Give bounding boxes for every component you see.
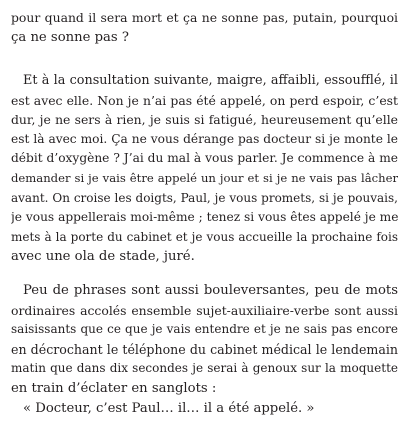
text-line: saisissants que ce que je vais entendre et je ne sais pas encore <box>11 322 398 337</box>
text-line: dur, je ne sers à rien, je suis si fatigué, heureusement qu’elle <box>11 112 398 128</box>
text-line: avant. On croise les doigts, Paul, je vous promets, si je pouvais, <box>11 190 398 205</box>
text-line: matin que dans dix secondes je serai à genoux sur la moquette <box>11 361 398 376</box>
text-line: je vous appellerais moi-même ; tenez si vous êtes appelé je me <box>11 210 398 225</box>
text-line: ça ne sonne pas ? <box>11 29 129 45</box>
paragraph-1 <box>11 8 398 47</box>
text-line: pour quand il sera mort et ça ne sonne pas, putain, pourquoi <box>11 10 398 25</box>
text-line: demander si je vais être appelé un jour et si je ne vais pas lâcher <box>11 170 398 185</box>
text-line: est là avec moi. Ça ne vous dérange pas docteur si je monte le <box>11 131 398 146</box>
text-line: débit d’oxygène ? J’ai du mal à vous parler. Je commence à me <box>11 151 398 166</box>
text-line: mets à la porte du cabinet et je vous accueille la prochaine fois <box>11 229 398 244</box>
paragraph-2 <box>11 71 398 267</box>
paragraph-3 <box>11 281 398 418</box>
text-line: « Docteur, c’est Paul… il… il a été appelé. » <box>23 400 315 416</box>
text-line: ordinaires accolés ensemble sujet-auxiliaire-verbe sont aussi <box>11 302 398 318</box>
text-line: est avec elle. Non je n’ai pas été appelé, on perd espoir, c’est <box>11 92 398 108</box>
text-line: en train d’éclater en sanglots : <box>11 380 217 396</box>
text-line: en décrochant le téléphone du cabinet médical le lendemain <box>11 341 398 357</box>
text-line: Peu de phrases sont aussi bouleversantes, peu de mots <box>23 283 398 298</box>
text-line: Et à la consultation suivante, maigre, affaibli, essoufflé, il <box>23 73 398 88</box>
document-page <box>11 0 398 416</box>
text-line: avec une ola de stade, juré. <box>11 249 195 265</box>
